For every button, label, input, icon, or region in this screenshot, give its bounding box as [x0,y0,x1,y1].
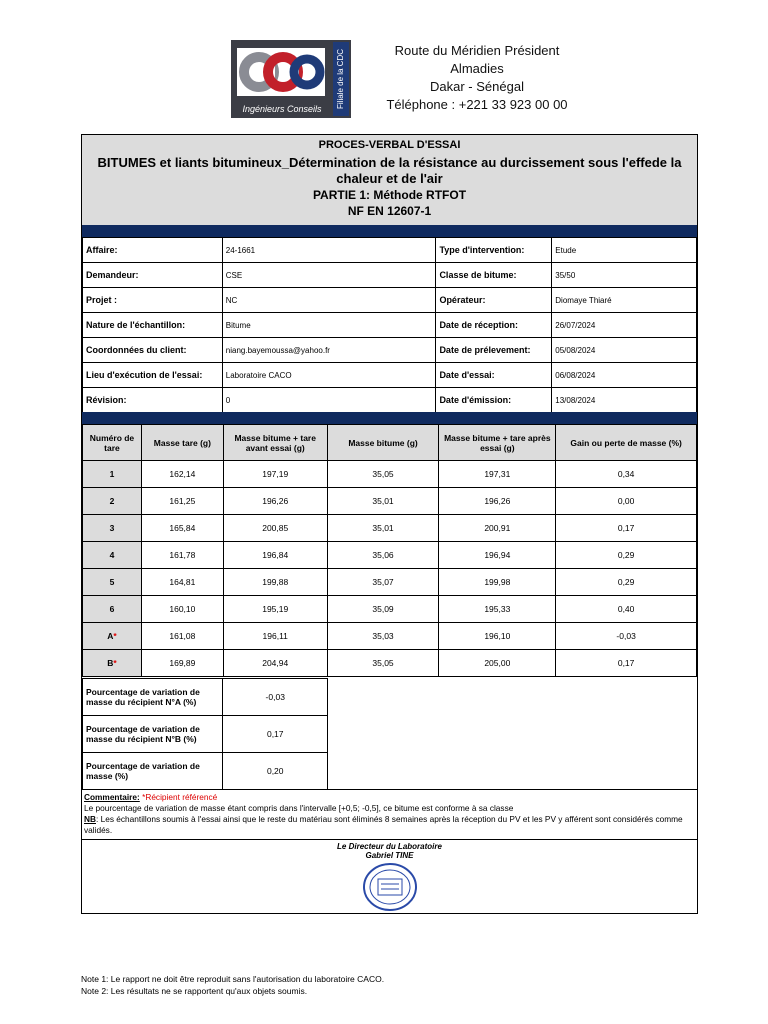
table-cell: 169,89 [141,650,223,677]
footer-notes [81,973,384,997]
tare-label: 5 [109,577,115,587]
address-line-4: Téléphone : +221 33 923 00 00 [386,97,568,112]
results-column-header: Gain ou perte de masse (%) [556,425,697,461]
table-row [83,650,697,677]
reference-star: * [113,658,117,668]
info-row [83,238,697,263]
results-column-header: Numéro de tare [83,425,142,461]
info-value: 13/08/2024 [552,388,697,413]
nb-label: NB [84,814,96,824]
signature-role: Le Directeur du Laboratoire [337,842,442,851]
percentage-value: 0,20 [223,753,328,790]
table-row [83,623,697,650]
results-table [82,424,697,677]
table-cell: 205,00 [439,650,556,677]
table-cell: 35,03 [327,623,439,650]
percentage-row [83,716,328,753]
table-cell: 197,19 [223,461,327,488]
info-row [83,263,697,288]
tare-label: 2 [109,496,115,506]
info-row [83,388,697,413]
info-label: Demandeur: [83,263,223,288]
table-cell: 35,06 [327,542,439,569]
note-1: Note 1: Le rapport ne doit être reproduit sans l'autorisation du laboratoire CACO. [81,974,385,984]
table-cell: 197,31 [439,461,556,488]
info-row [83,363,697,388]
info-value: 26/07/2024 [552,313,697,338]
logo-side-text: Filiale de la CDC [333,42,349,116]
table-row [83,488,697,515]
table-cell: 35,07 [327,569,439,596]
report-header [82,135,697,225]
info-label: Date de réception: [436,313,552,338]
info-value: 05/08/2024 [552,338,697,363]
table-cell: 199,88 [223,569,327,596]
table-cell: 0,17 [556,650,697,677]
table-cell: 0,29 [556,542,697,569]
info-value: Diomaye Thiaré [552,288,697,313]
comment-ref: *Récipient référencé [139,792,218,802]
info-label: Projet : [83,288,223,313]
reference-star: * [113,631,117,641]
table-cell: 0,17 [556,515,697,542]
info-value: 0 [222,388,436,413]
tare-number [83,650,142,677]
info-value: Etude [552,238,697,263]
table-cell: 161,78 [141,542,223,569]
table-cell: 200,85 [223,515,327,542]
info-label: Lieu d'exécution de l'essai: [83,363,223,388]
table-cell: 35,05 [327,650,439,677]
table-cell: 196,26 [439,488,556,515]
info-value: Bitume [222,313,436,338]
info-label: Coordonnées du client: [83,338,223,363]
percentage-value: -0,03 [223,679,328,716]
laboratory-stamp-icon [362,862,418,912]
tare-number [83,515,142,542]
table-cell: 204,94 [223,650,327,677]
info-label: Type d'intervention: [436,238,552,263]
percentage-value: 0,17 [223,716,328,753]
table-cell: 196,26 [223,488,327,515]
table-cell: 196,10 [439,623,556,650]
table-cell: 196,94 [439,542,556,569]
table-cell: 0,00 [556,488,697,515]
comment-label: Commentaire: [84,792,140,802]
results-column-header: Masse bitume (g) [327,425,439,461]
signature-block [82,839,697,914]
info-value: 24-1661 [222,238,436,263]
address-line-2: Almadies [450,61,504,76]
table-row [83,569,697,596]
comment-block [82,789,697,839]
percentage-row [83,679,328,716]
table-cell: 161,08 [141,623,223,650]
address-line-3: Dakar - Sénégal [430,79,524,94]
tare-label: 6 [109,604,115,614]
tare-label: B [107,658,114,668]
info-label: Nature de l'échantillon: [83,313,223,338]
tare-number [83,569,142,596]
logo-bottom-text: Ingénieurs Conseils [242,104,322,114]
tare-number [83,623,142,650]
table-row [83,542,697,569]
info-label: Opérateur: [436,288,552,313]
table-cell: -0,03 [556,623,697,650]
info-label: Classe de bitume: [436,263,552,288]
results-header-row [83,425,697,461]
percentage-label: Pourcentage de variation de masse du récipient N°B (%) [83,716,223,753]
percentage-label: Pourcentage de variation de masse du récipient N°A (%) [83,679,223,716]
table-cell: 200,91 [439,515,556,542]
tare-number [83,461,142,488]
tare-label: 4 [109,550,115,560]
report-frame [81,134,698,914]
report-part: PARTIE 1: Méthode RTFOT [312,188,467,202]
nb-text: : Les échantillons soumis à l'essai ainsi que le reste du matériau sont éliminés 8 semaines après la réception du PV et les PV y afférent sont considérés comme validés. [84,814,683,835]
info-label: Affaire: [83,238,223,263]
table-row [83,596,697,623]
table-cell: 162,14 [141,461,223,488]
company-logo [231,40,351,118]
info-row [83,313,697,338]
navy-separator-2 [82,412,697,424]
info-value: NC [222,288,436,313]
table-row [83,461,697,488]
signature-name: Gabriel TINE [365,851,414,860]
info-label: Date de prélevement: [436,338,552,363]
tare-number [83,542,142,569]
table-cell: 161,25 [141,488,223,515]
info-value: 35/50 [552,263,697,288]
info-label: Révision: [83,388,223,413]
address-line-1: Route du Méridien Président [394,43,560,58]
table-cell: 35,01 [327,515,439,542]
table-cell: 164,81 [141,569,223,596]
info-row [83,288,697,313]
percentage-table [82,678,328,790]
info-value: 06/08/2024 [552,363,697,388]
info-value: Laboratoire CACO [222,363,436,388]
results-column-header: Masse tare (g) [141,425,223,461]
navy-separator-1 [82,225,697,237]
table-cell: 160,10 [141,596,223,623]
table-cell: 35,09 [327,596,439,623]
info-value: CSE [222,263,436,288]
caco-logo-icon [237,48,325,96]
report-title: BITUMES et liants bitumineux_Détermination de la résistance au durcissement sous l'effede la chaleur et de l'air [97,155,682,186]
table-cell: 196,84 [223,542,327,569]
table-cell: 0,29 [556,569,697,596]
tare-label: 1 [109,469,115,479]
tare-label: A [107,631,114,641]
info-label: Date d'émission: [436,388,552,413]
results-column-header: Masse bitume + tare après essai (g) [439,425,556,461]
table-cell: 195,33 [439,596,556,623]
note-2: Note 2: Les résultats ne se rapportent qu'aux objets soumis. [81,986,308,996]
logo-mark [237,48,325,96]
info-table [82,237,697,413]
comment-line-1: Le pourcentage de variation de masse étant compris dans l'intervalle [+0,5; -0,5], ce bitume est conforme à sa classe [84,803,514,813]
table-cell: 35,01 [327,488,439,515]
results-column-header: Masse bitume + tare avant essai (g) [223,425,327,461]
company-address [372,42,582,114]
table-cell: 35,05 [327,461,439,488]
table-cell: 199,98 [439,569,556,596]
table-cell: 195,19 [223,596,327,623]
table-cell: 0,40 [556,596,697,623]
info-value: niang.bayemoussa@yahoo.fr [222,338,436,363]
report-norm: NF EN 12607-1 [347,204,432,218]
table-row [83,515,697,542]
table-cell: 0,34 [556,461,697,488]
doc-type: PROCES-VERBAL D'ESSAI [318,139,461,151]
table-cell: 165,84 [141,515,223,542]
info-label: Date d'essai: [436,363,552,388]
tare-number [83,488,142,515]
table-cell: 196,11 [223,623,327,650]
percentage-row [83,753,328,790]
percentage-label: Pourcentage de variation de masse (%) [83,753,223,790]
info-row [83,338,697,363]
tare-label: 3 [109,523,115,533]
tare-number [83,596,142,623]
